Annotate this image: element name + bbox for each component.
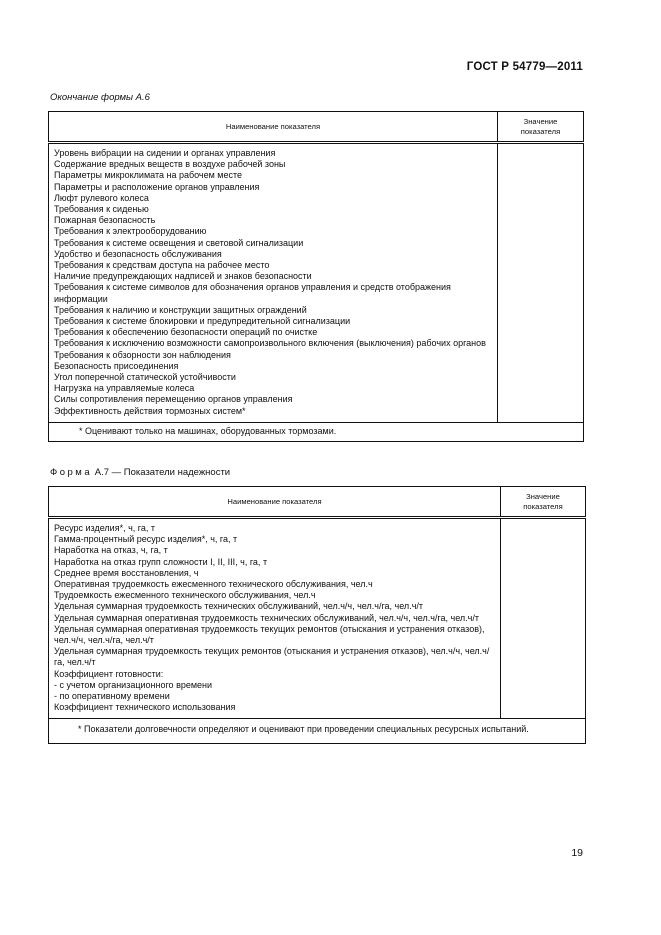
form-a7-caption: [50, 467, 230, 478]
list-item: Требования к системе блокировки и предупредительной сигнализации: [54, 316, 351, 327]
form-a7-col-value: [501, 487, 586, 518]
list-item: Коэффициент готовности:: [54, 668, 164, 679]
list-item: Требования к электрооборудованию: [54, 226, 207, 237]
list-item: Содержание вредных веществ в воздухе рабочей зоны: [54, 159, 286, 170]
form-a6-table: [48, 111, 584, 442]
list-item: Удобство и безопасность обслуживания: [54, 248, 222, 259]
form-a6-caption: Окончание формы А.6: [50, 92, 150, 103]
form-a6-col-value-line2: показателя: [520, 126, 561, 136]
list-item: Люфт рулевого колеса: [54, 192, 149, 203]
form-a6-col-value-line1: Значение: [523, 116, 558, 126]
list-item: Коэффициент технического использования: [54, 702, 236, 713]
form-a6-footnote-row: [49, 422, 584, 441]
list-item: Требования к средствам доступа на рабочее место: [54, 260, 270, 271]
list-item: Требования к системе символов для обозначения органов управления и средств отображения информации: [54, 282, 451, 304]
list-item: Удельная суммарная трудоемкость технических обслуживаний, чел.ч/ч, чел.ч/га, чел.ч/т: [54, 601, 423, 612]
list-item: Удельная суммарная оперативная трудоемкость технических обслуживаний, чел.ч/ч, чел.ч/га, чел.ч/т: [54, 612, 479, 623]
list-item: Наличие предупреждающих надписей и знаков безопасности: [54, 271, 312, 282]
form-a6-value-cell: [498, 143, 584, 423]
list-item: Среднее время восстановления, ч: [54, 567, 199, 578]
list-item: Уровень вибрации на сидении и органах управления: [54, 148, 276, 158]
list-item: Требования к исключению возможности самопроизвольного включения (выключения) рабочих органов: [54, 338, 486, 349]
form-a7-caption-word: Форма: [50, 467, 93, 478]
list-item: Гамма-процентный ресурс изделия*, ч, га, т: [54, 534, 238, 545]
form-a7-body-row: [49, 518, 586, 719]
list-item: Безопасность присоединения: [54, 360, 179, 371]
list-item: - по оперативному времени: [54, 691, 170, 702]
form-a7-table: [48, 486, 586, 744]
list-item: Наработка на отказ групп сложности I, II, III, ч, га, т: [54, 556, 268, 567]
list-item: Требования к обеспечению безопасности операций по очистке: [54, 327, 318, 338]
list-item: Угол поперечной статической устойчивости: [54, 372, 236, 383]
form-a7-col-name: Наименование показателя: [49, 487, 501, 518]
list-item: Пожарная безопасность: [54, 215, 156, 226]
list-item: - с учетом организационного времени: [54, 679, 213, 690]
list-item: Требования к наличию и конструкции защитных ограждений: [54, 304, 307, 315]
form-a7-col-value-line2: показателя: [523, 501, 563, 511]
standard-designation: ГОСТ Р 54779—2011: [466, 61, 583, 73]
page-number: 19: [571, 847, 583, 859]
list-item: Наработка на отказ, ч, га, т: [54, 545, 168, 556]
list-item: Параметры и расположение органов управления: [54, 181, 260, 192]
form-a7-footnote-row: [49, 719, 586, 743]
list-item: Требования к сиденью: [54, 204, 149, 215]
form-a6-body-row: [49, 143, 584, 423]
form-a7-items-cell: [49, 518, 501, 719]
list-item: Ресурс изделия*, ч, га, т: [54, 523, 155, 533]
list-item: Эффективность действия тормозных систем*: [54, 405, 246, 416]
form-a6-items-cell: [49, 143, 498, 423]
list-item: Трудоемкость ежесменного технического обслуживания, чел.ч: [54, 590, 316, 601]
list-item: Силы сопротивления перемещению органов управления: [54, 394, 293, 405]
form-a7-header-row: [49, 487, 586, 518]
list-item: Нагрузка на управляемые колеса: [54, 383, 195, 394]
list-item: Удельная суммарная оперативная трудоемкость текущих ремонтов (отыскания и устранения отказов), чел.ч/ч, чел.ч/га, чел.ч/т: [54, 623, 485, 646]
list-item: Требования к системе освещения и световой сигнализации: [54, 237, 304, 248]
form-a6-footnote: * Оценивают только на машинах, оборудованных тормозами.: [49, 422, 584, 441]
list-item: Параметры микроклимата на рабочем месте: [54, 170, 243, 181]
form-a7-col-value-line1: Значение: [526, 491, 560, 501]
list-item: Требования к обзорности зон наблюдения: [54, 349, 231, 360]
form-a6-col-name: Наименование показателя: [49, 112, 498, 143]
form-a7-caption-title: А.7 — Показатели надежности: [94, 467, 231, 478]
list-item: Оперативная трудоемкость ежесменного технического обслуживания, чел.ч: [54, 579, 373, 590]
form-a7-footnote: * Показатели долговечности определяют и оценивают при проведении специальных ресурсных испытаний.: [49, 719, 586, 743]
list-item: Удельная суммарная трудоемкость текущих ремонтов (отыскания и устранения отказов), чел.ч/ч, чел.ч/га, чел.ч/т: [54, 646, 490, 668]
form-a6-col-value: [498, 112, 584, 143]
form-a6-header-row: [49, 112, 584, 143]
form-a7-value-cell: [501, 518, 586, 719]
